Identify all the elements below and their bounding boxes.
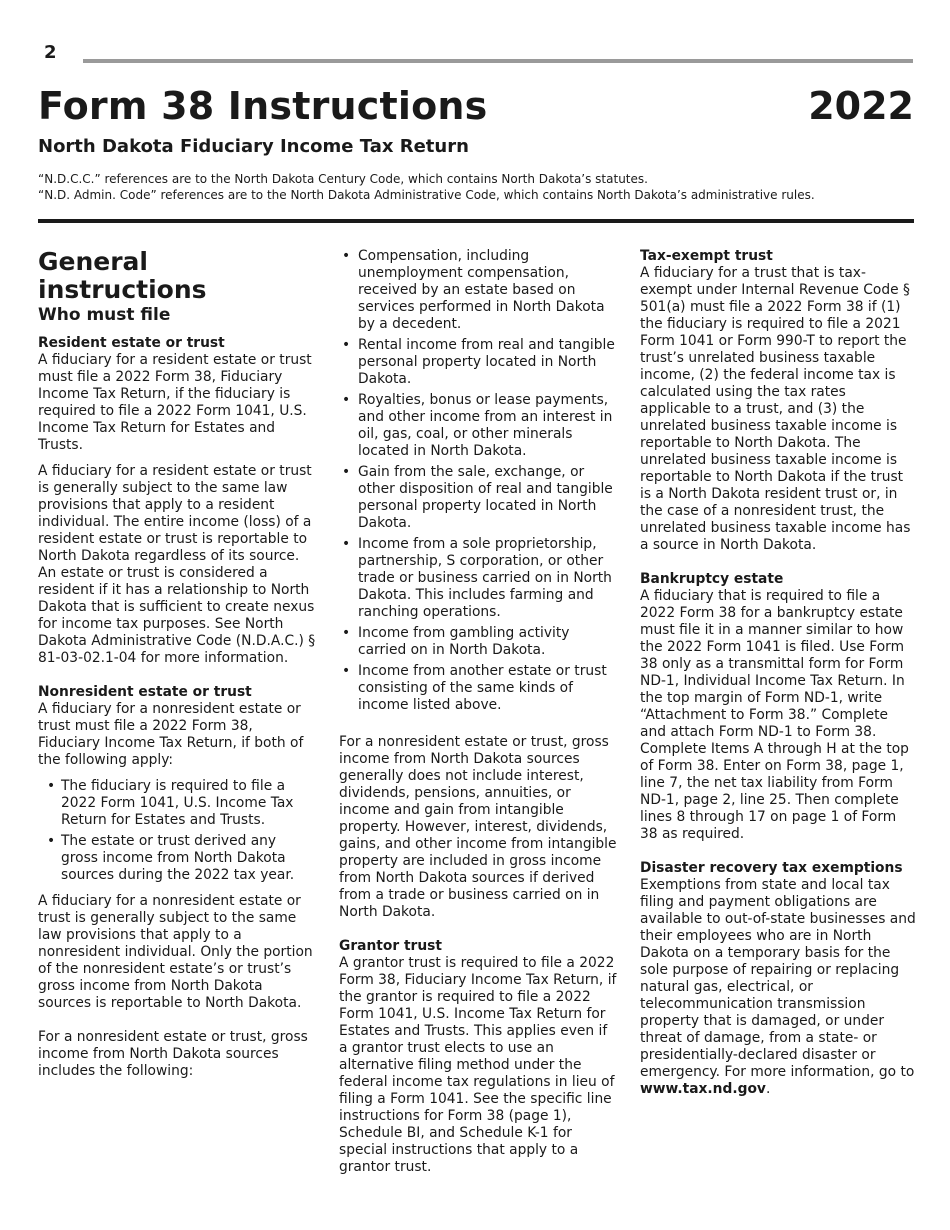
admin-code-reference: “N.D. Admin. Code” references are to the North Dakota Administrative Code, which contains North Dakota’s administrative rules.: [38, 188, 815, 202]
resident-paragraph-2: A fiduciary for a resident estate or trust is generally subject to the same law provisions that apply to a resident individual. The entire income (loss) of a resident estate or trust is reportable to North Dakota regardless of its source. An estate or trust is considered a resident if it has a relationship to North Dakota that is sufficient to create nexus for income tax purposes. See North Dakota Administrative Code (N.D.A.C.) § 81-03-02.1-04 for more information.: [38, 463, 316, 666]
nonresident-paragraph-1: A fiduciary for a nonresident estate or trust must file a 2022 Form 38, Fiduciary Income Tax Return, if both of the following apply:: [38, 701, 304, 768]
nonresident-paragraph-2: A fiduciary for a nonresident estate or trust is generally subject to the same law provisions that apply to a nonresident individual. Only the portion of the nonresident estate’s or trust’s gross income from North Dakota sources is reportable to North Dakota.: [38, 893, 313, 1011]
list-item: • Income from gambling activity carried on in North Dakota.: [339, 625, 617, 659]
ndcc-reference: “N.D.C.C.” references are to the North Dakota Century Code, which contains North Dakota’s statutes.: [38, 172, 648, 186]
list-item: • The estate or trust derived any gross income from North Dakota sources during the 2022 tax year.: [38, 833, 316, 884]
list-item: • Income from a sole proprietorship, partnership, S corporation, or other trade or business carried on in North Dakota. This includes farming and ranching operations.: [339, 536, 617, 621]
top-divider: [83, 59, 913, 63]
tax-exempt-trust-heading: Tax-exempt trust: [640, 248, 773, 264]
reference-notes: [38, 171, 815, 203]
disaster-recovery-heading: Disaster recovery tax exemptions: [640, 860, 903, 876]
nonresident-paragraph-3: For a nonresident estate or trust, gross income from North Dakota sources includes the following:: [38, 1029, 308, 1079]
list-item: • Royalties, bonus or lease payments, and other income from an interest in oil, gas, coal, or other minerals located in North Dakota.: [339, 392, 617, 460]
tax-year: 2022: [808, 84, 914, 128]
list-item: • The fiduciary is required to file a 2022 Form 1041, U.S. Income Tax Return for Estates and Trusts.: [38, 778, 316, 829]
header-divider: [38, 219, 914, 223]
resident-heading: Resident estate or trust: [38, 335, 225, 351]
list-item: • Rental income from real and tangible personal property located in North Dakota.: [339, 337, 617, 388]
tax-website-link[interactable]: www.tax.nd.gov: [640, 1081, 766, 1097]
column-3: [640, 248, 918, 1098]
nonresident-conditions-list: [38, 778, 316, 884]
disaster-recovery-paragraph: [640, 877, 918, 1098]
who-must-file-heading: Who must file: [38, 305, 171, 325]
column-1: [38, 248, 316, 1080]
disaster-recovery-text: Exemptions from state and local tax filing and payment obligations are available to out-of-state businesses and their employees who are in North Dakota on a temporary basis for the sole purpose of repairing or replacing natural gas, electrical, or telecommunication transmission property that is damaged, or under threat of damage, from a state- or presidentially-declared disaster or emergency. For more information, go to: [640, 877, 916, 1080]
page-title: Form 38 Instructions: [38, 84, 488, 128]
bankruptcy-estate-heading: Bankruptcy estate: [640, 571, 784, 587]
list-item: • Compensation, including unemployment compensation, received by an estate based on services performed in North Dakota by a decedent.: [339, 248, 617, 333]
bankruptcy-estate-paragraph: A fiduciary that is required to file a 2022 Form 38 for a bankruptcy estate must file it in a manner similar to how the 2022 Form 1041 is filed. Use Form 38 only as a transmittal form for Form ND-1, Individual Income Tax Return. In the top margin of Form ND-1, write “Attachment to Form 38.” Complete and attach Form ND-1 to Form 38. Complete Items A through H at the top of Form 38. Enter on Form 38, page 1, line 7, the net tax liability from Form ND-1, page 2, line 25. Then complete lines 8 through 17 on page 1 of Form 38 as required.: [640, 588, 909, 842]
grantor-trust-heading: Grantor trust: [339, 938, 442, 954]
intangible-income-paragraph: For a nonresident estate or trust, gross income from North Dakota sources generally does not include interest, dividends, pensions, annuities, or income and gain from intangible property. However, interest, dividends, gains, and other income from intangible property are included in gross income from North Dakota sources if derived from a trade or business carried on in North Dakota.: [339, 734, 617, 920]
page-subtitle: North Dakota Fiduciary Income Tax Return: [38, 136, 469, 157]
tax-exempt-trust-paragraph: A fiduciary for a trust that is tax-exempt under Internal Revenue Code § 501(a) must file a 2022 Form 38 if (1) the fiduciary is required to file a 2021 Form 1041 or Form 990-T to report the trust’s unrelated business taxable income, (2) the federal income tax is calculated using the tax rates applicable to a trust, and (3) the unrelated business taxable income is reportable to North Dakota. The unrelated business taxable income is reportable to North Dakota if the trust is a North Dakota resident trust or, in the case of a nonresident trust, the unrelated business taxable income has a source in North Dakota.: [640, 265, 911, 553]
nonresident-heading: Nonresident estate or trust: [38, 684, 252, 700]
page-number: 2: [44, 42, 57, 63]
grantor-trust-paragraph: A grantor trust is required to file a 2022 Form 38, Fiduciary Income Tax Return, if the grantor is required to file a 2022 Form 1041, U.S. Income Tax Return for Estates and Trusts. This applies even if a grantor trust elects to use an alternative filing method under the federal income tax regulations in lieu of filing a Form 1041. See the specific line instructions for Form 38 (page 1), Schedule BI, and Schedule K-1 for special instructions that apply to a grantor trust.: [339, 955, 617, 1175]
general-instructions-heading: General instructions: [38, 247, 207, 304]
sentence-end: .: [765, 1081, 771, 1097]
nd-sources-list: [339, 248, 617, 714]
resident-paragraph-1: A fiduciary for a resident estate or trust must file a 2022 Form 38, Fiduciary Income Tax Return, if the fiduciary is required to file a 2022 Form 1041, U.S. Income Tax Return for Estates and Trusts.: [38, 352, 312, 453]
list-item: • Income from another estate or trust consisting of the same kinds of income listed above.: [339, 663, 617, 714]
list-item: • Gain from the sale, exchange, or other disposition of real and tangible personal property located in North Dakota.: [339, 464, 617, 532]
column-2: [339, 248, 617, 1176]
